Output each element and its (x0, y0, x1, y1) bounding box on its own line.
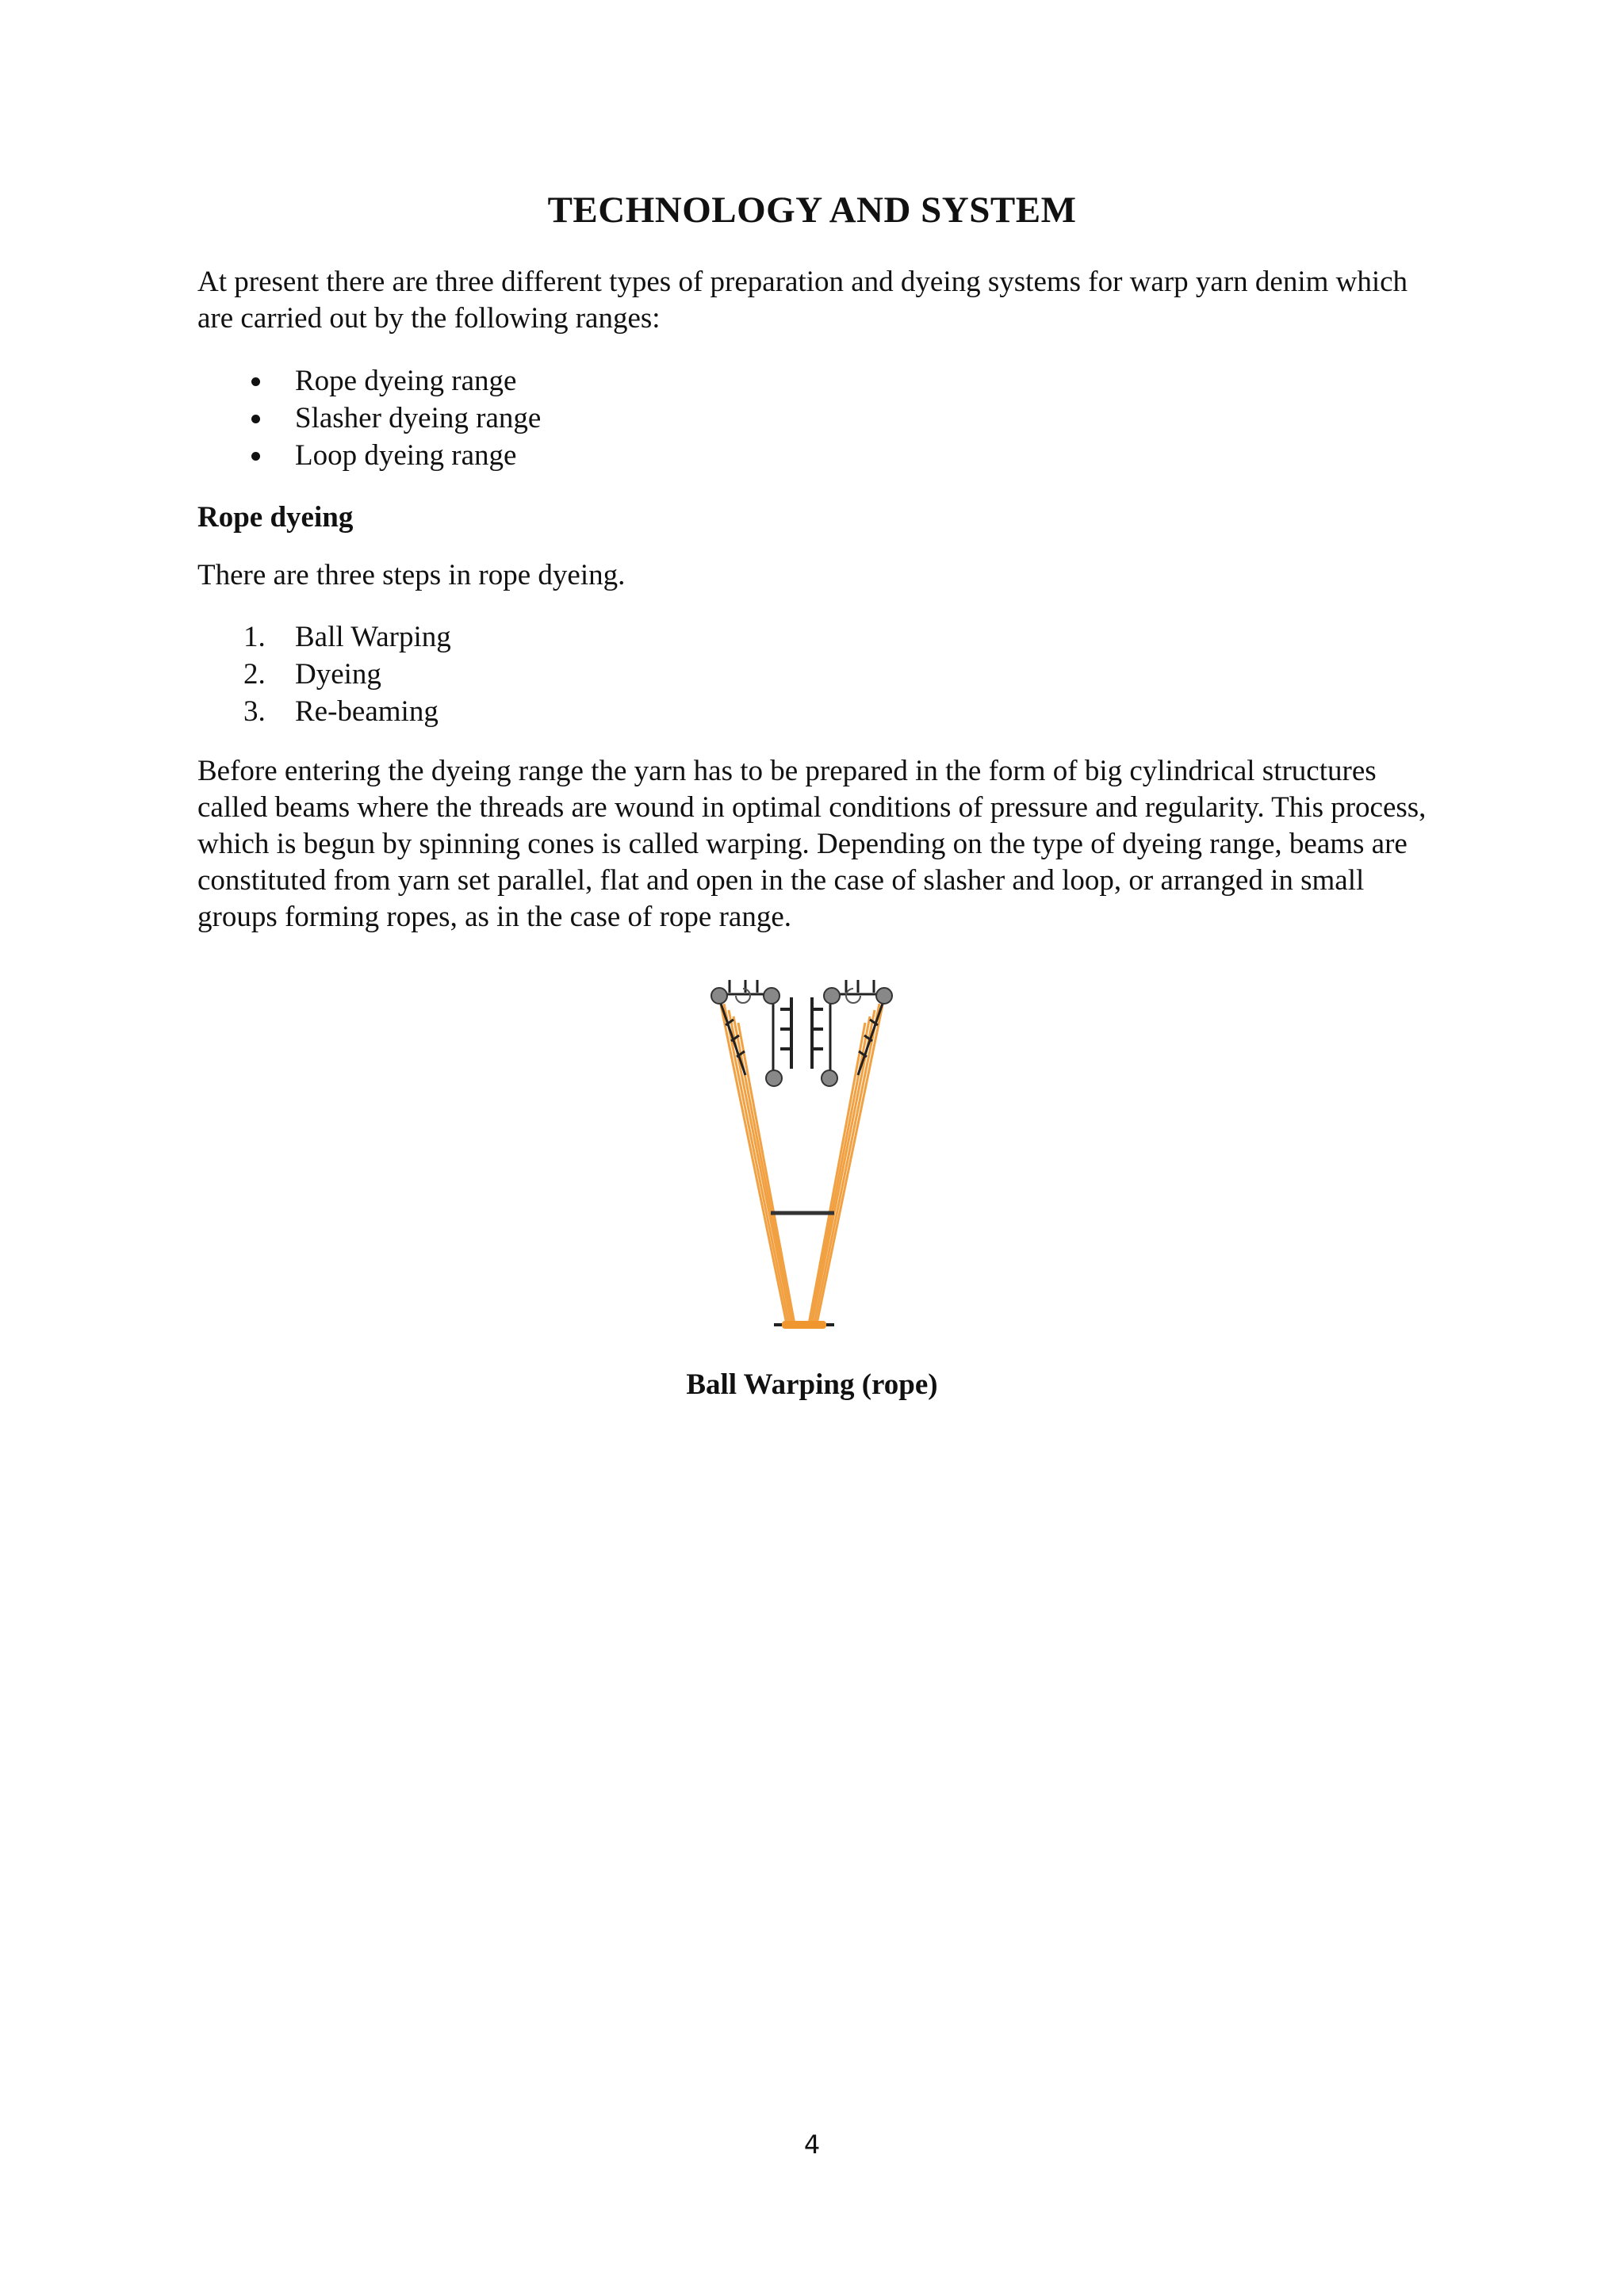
page-number: 4 (803, 2130, 821, 2160)
steps-intro: There are three steps in rope dyeing. (197, 559, 626, 591)
range-label: Loop dyeing range (295, 439, 517, 472)
ball-warping-figure (698, 966, 906, 1340)
step-label: Re-beaming (295, 695, 439, 728)
ball-beam (774, 1321, 834, 1329)
ball-warping-diagram-icon (698, 966, 906, 1340)
center-ladder (780, 997, 823, 1069)
step-number: 2. (243, 658, 266, 691)
step-number: 3. (243, 695, 266, 728)
step-number: 1. (243, 621, 266, 653)
figure-caption: Ball Warping (rope) (686, 1368, 938, 1401)
body-paragraph: Before entering the dyeing range the yarn has to be prepared in the form of big cylindrical structures called beams where the threads are wound in optimal conditions of pressure and regularity. This process, which is begun by spinning cones is called warping. Depending on the type of dyeing range, beams are constituted from yarn set parallel, flat and open in the case of slasher and loop, or arranged in small groups forming ropes, as in the case of rope range. (197, 755, 1427, 933)
page-title: TECHNOLOGY AND SYSTEM (547, 189, 1077, 231)
rotation-arrows (736, 989, 860, 1003)
range-label: Rope dyeing range (295, 365, 517, 397)
bullet-icon (251, 377, 260, 386)
step-label: Ball Warping (295, 621, 451, 653)
bullet-icon (251, 452, 260, 461)
step-label: Dyeing (295, 658, 381, 691)
section-heading: Rope dyeing (197, 501, 354, 534)
yarn-lines-left (719, 997, 795, 1324)
bullet-icon (251, 415, 260, 423)
yarn-lines-right (809, 997, 884, 1324)
range-label: Slasher dyeing range (295, 402, 542, 434)
intro-paragraph: At present there are three different types of preparation and dyeing systems for warp yarn denim which are carried out by the following ranges: (197, 266, 1408, 335)
